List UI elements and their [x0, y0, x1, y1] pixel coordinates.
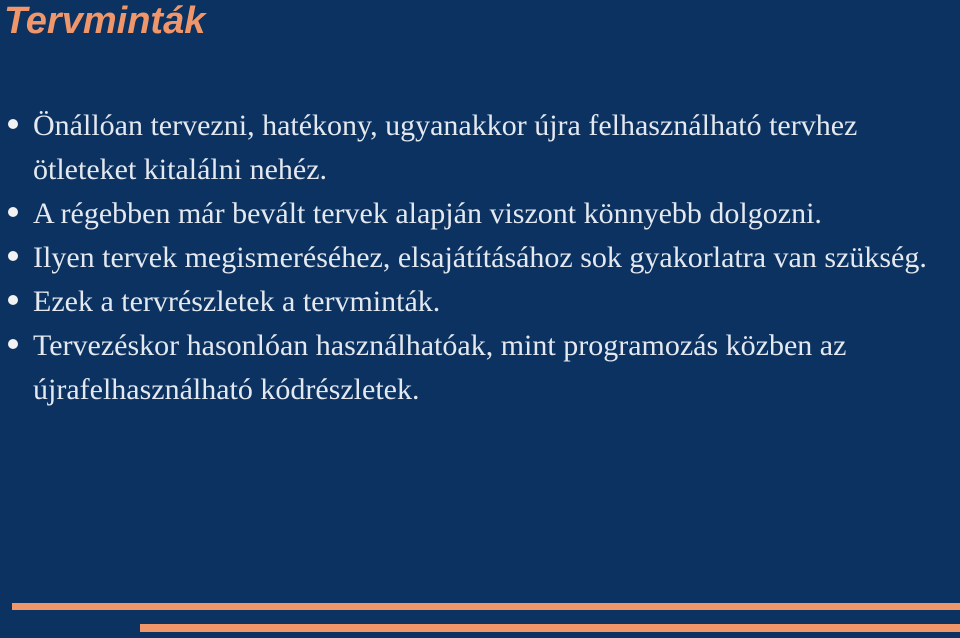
bullet-dot-icon — [8, 207, 18, 217]
bullet-item — [0, 236, 930, 280]
bullet-text: Ezek a tervrészletek a tervminták. — [33, 285, 441, 318]
bullet-text: Önállóan tervezni, hatékony, ugyanakkor újra felhasználható tervhez ötleteket kitalálni nehéz. — [33, 109, 858, 186]
decorative-bar-bottom — [140, 624, 960, 632]
bullet-dot-icon — [8, 251, 18, 261]
bullet-dot-icon — [8, 339, 18, 349]
bullet-item — [0, 192, 930, 236]
bullet-text: Ilyen tervek megismeréséhez, elsajátításához sok gyakorlatra van szükség. — [33, 241, 927, 274]
bullet-item — [0, 324, 930, 412]
bullet-dot-icon — [8, 119, 18, 129]
slide-title: Tervminták — [4, 0, 206, 42]
bullet-text: Tervezéskor hasonlóan használhatóak, mint programozás közben az újrafelhasználható kódrészletek. — [33, 329, 847, 406]
bullet-item — [0, 104, 930, 192]
decorative-bar-top — [12, 603, 960, 610]
bullet-dot-icon — [8, 295, 18, 305]
bullet-text: A régebben már bevált tervek alapján viszont könnyebb dolgozni. — [33, 197, 822, 230]
bullet-list — [0, 104, 930, 412]
bullet-item — [0, 280, 930, 324]
